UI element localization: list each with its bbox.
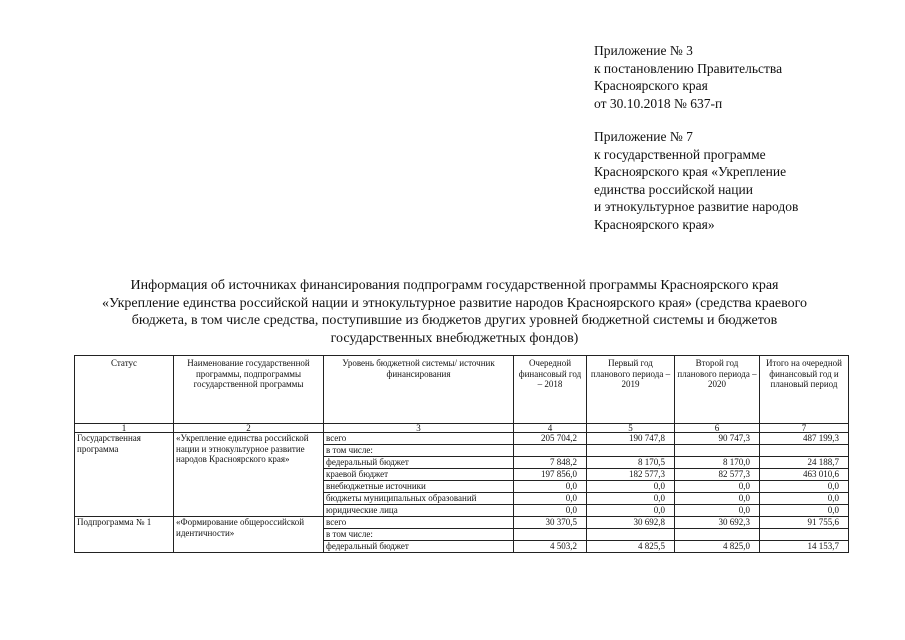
document-title bbox=[72, 277, 837, 347]
row-funding-source: внебюджетные источники bbox=[324, 481, 514, 493]
col-header-funding-source: Уровень бюджетной системы/ источник финансирования bbox=[324, 356, 514, 424]
row-funding-source: бюджеты муниципальных образований bbox=[324, 493, 514, 505]
cell-total: 0,0 bbox=[760, 505, 849, 517]
cell-v2020: 0,0 bbox=[675, 505, 760, 517]
column-number: 1 bbox=[75, 424, 174, 433]
col-header-2018: Очередной финансовый год – 2018 bbox=[514, 356, 587, 424]
title-line: государственных внебюджетных фондов) bbox=[330, 330, 579, 346]
row-funding-source: юридические лица bbox=[324, 505, 514, 517]
title-line: Информация об источниках финансирования подпрограмм государственной программы Красноярского края bbox=[130, 278, 779, 293]
appendix-line: к постановлению Правительства bbox=[594, 60, 783, 76]
cell-total: 487 199,3 bbox=[760, 433, 849, 445]
cell-total: 91 755,6 bbox=[760, 517, 849, 529]
appendix-line: Приложение № 7 bbox=[594, 129, 693, 144]
row-program-name: «Формирование общероссийской идентичности» bbox=[174, 517, 324, 553]
cell-v2019: 0,0 bbox=[587, 481, 675, 493]
row-funding-source: всего bbox=[324, 517, 514, 529]
cell-total bbox=[760, 529, 849, 541]
cell-total: 0,0 bbox=[760, 493, 849, 505]
cell-v2020: 0,0 bbox=[675, 481, 760, 493]
appendix-line: Красноярского края bbox=[594, 78, 708, 93]
cell-v2018 bbox=[514, 529, 587, 541]
column-number: 4 bbox=[514, 424, 587, 433]
table-body bbox=[75, 433, 849, 553]
cell-total: 463 010,6 bbox=[760, 469, 849, 481]
col-header-status: Статус bbox=[75, 356, 174, 424]
cell-v2018: 30 370,5 bbox=[514, 517, 587, 529]
appendix-line: Красноярского края «Укрепление bbox=[594, 164, 787, 179]
cell-v2018: 0,0 bbox=[514, 493, 587, 505]
cell-total bbox=[760, 445, 849, 457]
cell-v2019: 8 170,5 bbox=[587, 457, 675, 469]
col-header-2020: Второй год планового периода – 2020 bbox=[675, 356, 760, 424]
cell-v2020: 4 825,0 bbox=[675, 541, 760, 553]
cell-v2018: 4 503,2 bbox=[514, 541, 587, 553]
column-number-row bbox=[75, 424, 849, 433]
table-header-row bbox=[75, 356, 849, 424]
cell-v2019 bbox=[587, 529, 675, 541]
row-funding-source: федеральный бюджет bbox=[324, 541, 514, 553]
appendix-line: единства российской нации bbox=[594, 181, 753, 197]
column-number: 5 bbox=[587, 424, 675, 433]
appendix-line: и этнокультурное развитие народов bbox=[594, 199, 799, 214]
title-line: бюджета, в том числе средства, поступившие из бюджетов других уровней бюджетной системы и бюджетов bbox=[131, 313, 778, 328]
cell-v2018: 197 856,0 bbox=[514, 469, 587, 481]
appendix-line: Приложение № 3 bbox=[594, 43, 693, 58]
cell-v2020 bbox=[675, 529, 760, 541]
cell-v2020: 0,0 bbox=[675, 493, 760, 505]
cell-v2019: 190 747,8 bbox=[587, 433, 675, 445]
title-line: «Укрепление единства российской нации и этнокультурное развитие народов Красноярского края» (средства краевого bbox=[101, 295, 808, 311]
column-number: 6 bbox=[675, 424, 760, 433]
cell-v2019: 4 825,5 bbox=[587, 541, 675, 553]
cell-v2018: 0,0 bbox=[514, 505, 587, 517]
row-funding-source: в том числе: bbox=[324, 529, 514, 541]
cell-total: 14 153,7 bbox=[760, 541, 849, 553]
cell-total: 24 188,7 bbox=[760, 457, 849, 469]
col-header-program-name: Наименование государственной программы, подпрограммы государственной программы bbox=[174, 356, 324, 424]
table-row bbox=[75, 517, 849, 529]
row-funding-source: краевой бюджет bbox=[324, 469, 514, 481]
cell-v2020: 30 692,3 bbox=[675, 517, 760, 529]
row-program-name: «Укрепление единства российской нации и этнокультурное развитие народов Красноярского края» bbox=[174, 433, 324, 517]
appendix-3-header bbox=[594, 42, 782, 112]
column-number: 7 bbox=[760, 424, 849, 433]
appendix-line: Красноярского края» bbox=[594, 216, 715, 232]
appendix-7-header bbox=[594, 128, 798, 233]
row-status: Государственная программа bbox=[75, 433, 174, 517]
cell-v2020: 8 170,0 bbox=[675, 457, 760, 469]
col-header-total: Итого на очередной финансовый год и плановый период bbox=[760, 356, 849, 424]
cell-v2020: 90 747,3 bbox=[675, 433, 760, 445]
table-row bbox=[75, 433, 849, 445]
cell-v2019: 0,0 bbox=[587, 505, 675, 517]
cell-v2018: 0,0 bbox=[514, 481, 587, 493]
cell-v2018 bbox=[514, 445, 587, 457]
row-status: Подпрограмма № 1 bbox=[75, 517, 174, 553]
cell-v2018: 205 704,2 bbox=[514, 433, 587, 445]
appendix-line: к государственной программе bbox=[594, 146, 766, 162]
cell-v2019: 30 692,8 bbox=[587, 517, 675, 529]
cell-v2018: 7 848,2 bbox=[514, 457, 587, 469]
cell-v2019: 0,0 bbox=[587, 493, 675, 505]
row-funding-source: федеральный бюджет bbox=[324, 457, 514, 469]
financing-table bbox=[74, 355, 849, 553]
cell-v2020: 82 577,3 bbox=[675, 469, 760, 481]
row-funding-source: в том числе: bbox=[324, 445, 514, 457]
column-number: 3 bbox=[324, 424, 514, 433]
column-number: 2 bbox=[174, 424, 324, 433]
cell-total: 0,0 bbox=[760, 481, 849, 493]
col-header-2019: Первый год планового периода – 2019 bbox=[587, 356, 675, 424]
cell-v2020 bbox=[675, 445, 760, 457]
appendix-line: от 30.10.2018 № 637-п bbox=[594, 95, 723, 111]
cell-v2019 bbox=[587, 445, 675, 457]
row-funding-source: всего bbox=[324, 433, 514, 445]
cell-v2019: 182 577,3 bbox=[587, 469, 675, 481]
